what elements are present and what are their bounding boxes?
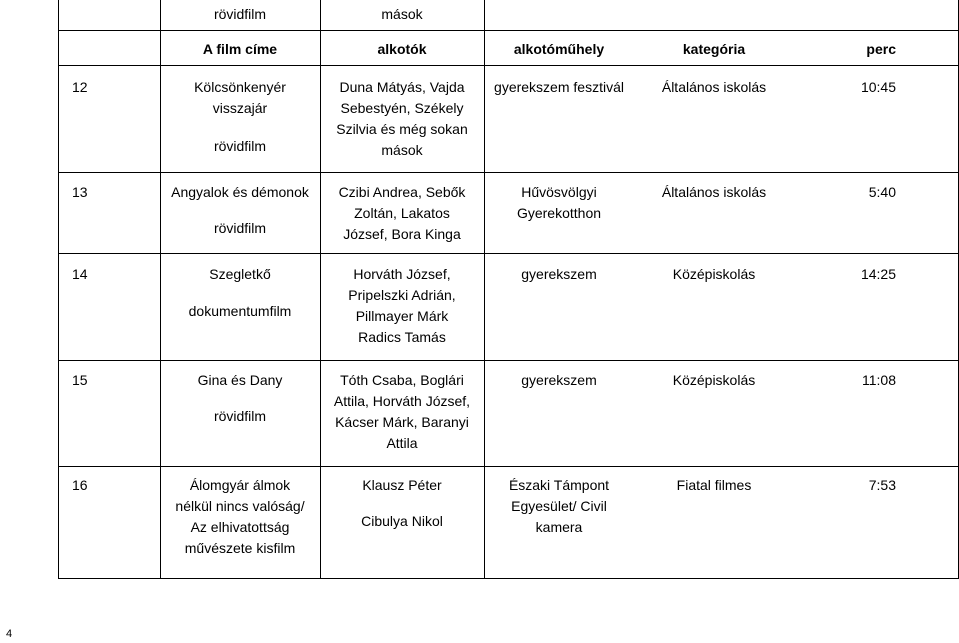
category: Középiskolás	[672, 372, 756, 388]
duration: 11:08	[862, 372, 896, 388]
category: Középiskolás	[672, 266, 756, 282]
workshop: gyerekszem fesztivál	[494, 79, 624, 95]
workshop: gyerekszem	[521, 266, 597, 282]
workshop: gyerekszem	[521, 372, 597, 388]
row-divider	[58, 578, 959, 579]
category: Általános iskolás	[661, 79, 767, 95]
creators: Duna Mátyás, Vajda Sebestyén, Székely Szilvia és még sokan mások	[336, 79, 468, 158]
category: Általános iskolás	[661, 184, 767, 200]
category: Fiatal filmes	[676, 477, 752, 493]
row-number: 14	[72, 266, 88, 282]
row-divider	[58, 360, 959, 361]
row-divider	[58, 253, 959, 254]
workshop: Hűvösvölgyi Gyerekotthon	[516, 184, 602, 221]
creators: Tóth Csaba, Boglári Attila, Horváth József, Kácser Márk, Baranyi Attila	[333, 372, 471, 451]
film-title: Álomgyár álmok nélkül nincs valóság/ Az elhivatottság művészete kisfilm	[175, 477, 305, 556]
header-title: A film címe	[202, 41, 278, 57]
film-type: rövidfilm	[213, 220, 267, 236]
row-divider	[58, 172, 959, 173]
film-title: Kölcsönkenyér visszajár	[194, 79, 286, 116]
column-divider	[58, 0, 59, 579]
header-workshop: alkotóműhely	[513, 41, 605, 57]
header-category: kategória	[682, 41, 746, 57]
header-creators: alkotók	[377, 41, 427, 57]
creators: Czibi Andrea, Sebők Zoltán, Lakatos József, Bora Kinga	[338, 184, 466, 242]
film-title: Angyalok és démonok	[171, 184, 309, 200]
top-row-col2: rövidfilm	[213, 6, 267, 22]
creators-second: Cibulya Nikol	[361, 513, 443, 529]
creators: Horváth József, Pripelszki Adrián, Pillmayer Márk Radics Tamás	[348, 266, 456, 345]
film-type: rövidfilm	[213, 138, 267, 154]
duration: 14:25	[860, 266, 896, 282]
row-divider	[58, 466, 959, 467]
duration: 5:40	[868, 184, 896, 200]
film-title: Szegletkő	[209, 266, 271, 282]
row-number: 13	[72, 184, 88, 200]
row-number: 15	[72, 372, 88, 388]
header-minutes: perc	[866, 41, 896, 57]
top-row-col3: mások	[381, 6, 423, 22]
film-type: rövidfilm	[213, 408, 267, 424]
film-type: dokumentumfilm	[188, 303, 292, 319]
page-number: 4	[6, 628, 13, 640]
film-title: Gina és Dany	[197, 372, 283, 388]
duration: 10:45	[860, 79, 896, 95]
row-number: 12	[72, 79, 88, 95]
creators: Klausz Péter	[362, 477, 442, 493]
row-number: 16	[72, 477, 88, 493]
workshop: Északi Támpont Egyesület/ Civil kamera	[508, 477, 610, 535]
duration: 7:53	[868, 477, 896, 493]
row-divider	[58, 30, 959, 31]
row-divider	[58, 65, 959, 66]
